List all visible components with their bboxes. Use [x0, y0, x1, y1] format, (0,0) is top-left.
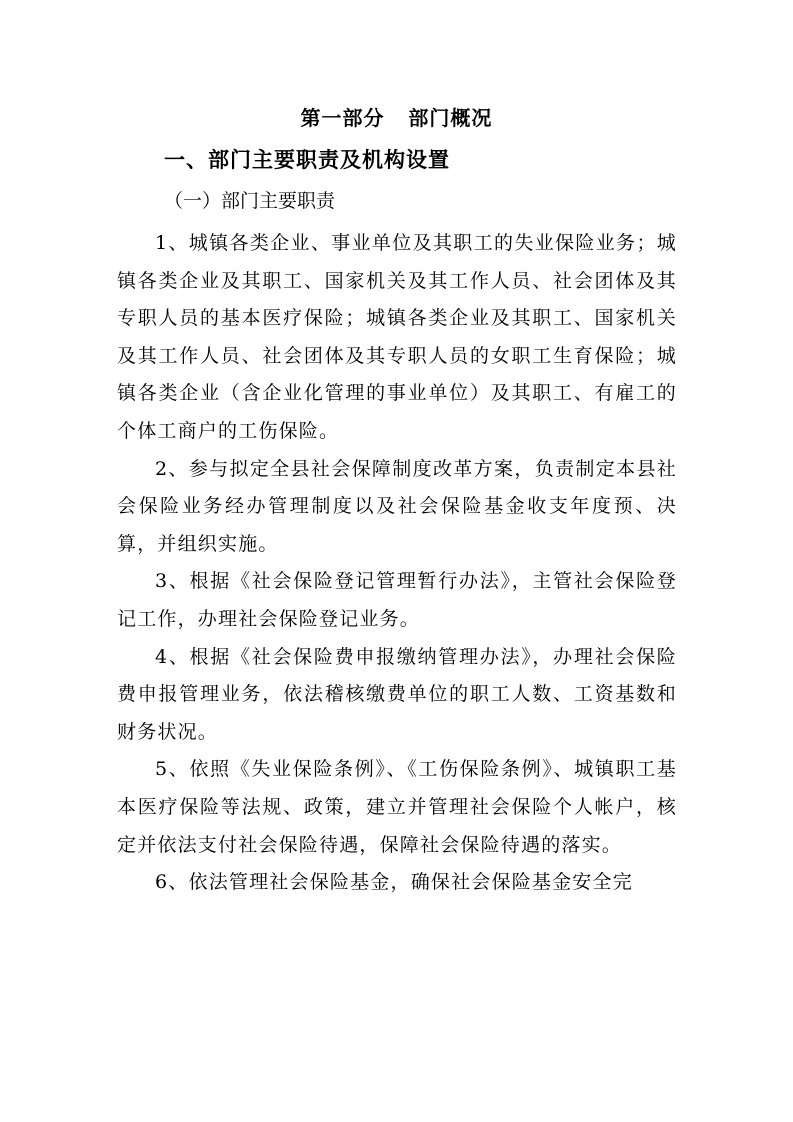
paragraph-2: 2、参与拟定全县社会保障制度改革方案，负责制定本县社会保险业务经办管理制度以及社会保险基金收支年度预、决算，并组织实施。 — [117, 457, 677, 555]
paragraph-6: 6、依法管理社会保险基金，确保社会保险基金安全完 — [155, 871, 633, 894]
section-title: 一、部门主要职责及机构设置 — [164, 148, 450, 172]
part-title: 第一部分 部门概况 — [300, 106, 493, 130]
paragraph-1: 1、城镇各类企业、事业单位及其职工的失业保险业务；城镇各类企业及其职工、国家机关及其工作人员、社会团体及其专职人员的基本医疗保险；城镇各类企业及其职工、国家机关及其工作人员、社会团体及其专职人员的女职工生育保险；城镇各类企业（含企业化管理的事业单位）及其职工、有雇工的个体工商户的工伤保险。 — [117, 232, 677, 442]
paragraph-5: 5、依照《失业保险条例》、《工伤保险条例》、城镇职工基本医疗保险等法规、政策，建立并管理社会保险个人帐户，核定并依法支付社会保险待遇，保障社会保险待遇的落实。 — [117, 758, 677, 856]
paragraph-3: 3、根据《社会保险登记管理暂行办法》，主管社会保险登记工作，办理社会保险登记业务。 — [117, 570, 677, 630]
document-body — [117, 225, 677, 902]
subsection-title: （一）部门主要职责 — [164, 190, 336, 212]
paragraph-4: 4、根据《社会保险费申报缴纳管理办法》，办理社会保险费申报管理业务，依法稽核缴费单位的职工人数、工资基数和财务状况。 — [117, 645, 677, 743]
